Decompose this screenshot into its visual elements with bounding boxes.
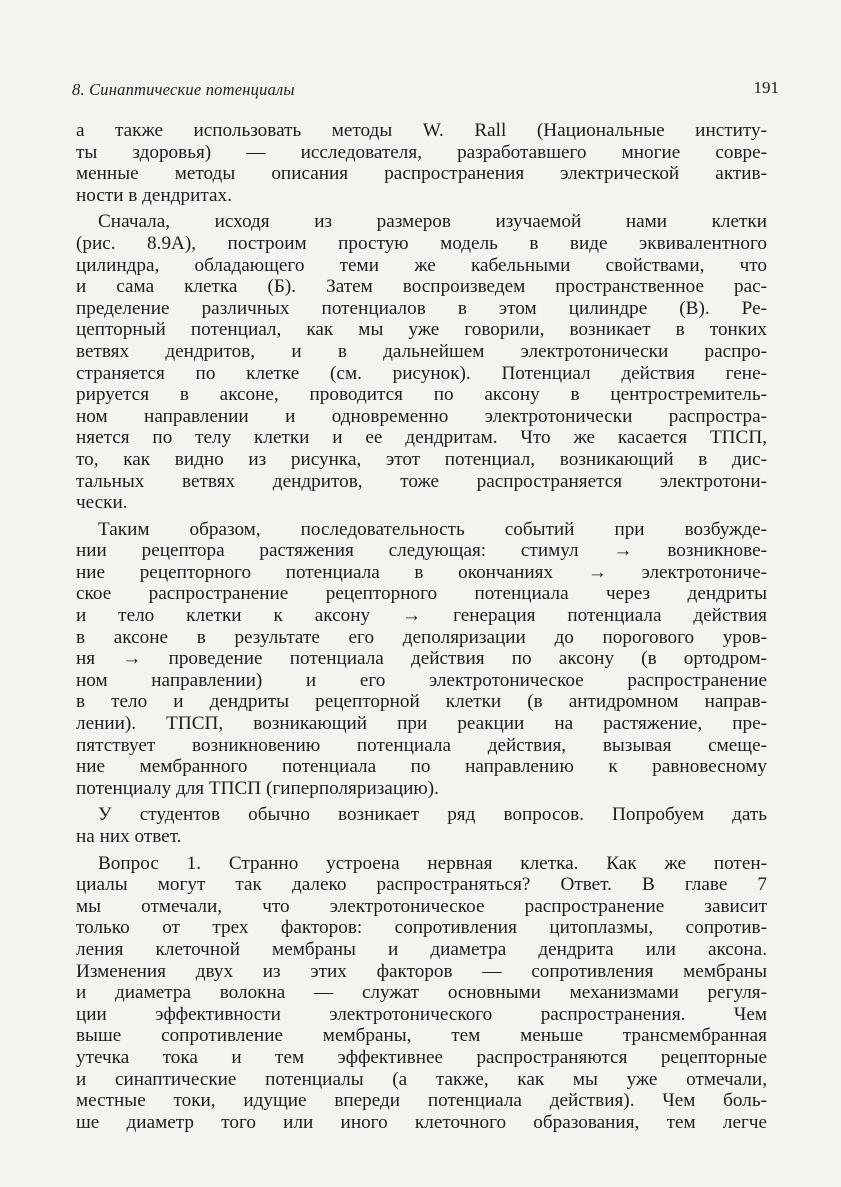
text-line: на них ответ. bbox=[76, 826, 182, 847]
text-line: только от трех факторов: сопротивления цитоплазмы, сопротив- bbox=[76, 917, 767, 939]
text-line: ности в дендритах. bbox=[76, 184, 232, 206]
text-line: в аксоне в результате его деполяризации до порогового уров- bbox=[76, 626, 767, 648]
text-line: рируется в аксоне, проводится по аксону в центростремитель- bbox=[76, 384, 767, 406]
page-header bbox=[72, 80, 779, 104]
text-line: и тело клетки к аксону → генерация потенциала действия bbox=[76, 605, 767, 627]
text-line: лении). ТПСП, возникающий при реакции на растяжение, пре- bbox=[76, 713, 767, 735]
text-line: (рис. 8.9А), построим простую модель в виде эквивалентного bbox=[76, 232, 767, 254]
text-line: ние мембранного потенциала по направлению к равновесному bbox=[76, 756, 767, 778]
text-line: ления клеточной мембраны и диаметра дендрита или аксона. bbox=[76, 938, 767, 960]
text-line: мы отмечали, что электротоническое распространение зависит bbox=[76, 895, 767, 917]
text-line: тальных ветвях дендритов, тоже распространяется электротони- bbox=[76, 470, 767, 492]
text-line: и сама клетка (Б). Затем воспроизведем пространственное рас- bbox=[76, 276, 767, 298]
text-line: ном направлении) и его электротоническое распространение bbox=[76, 669, 767, 691]
text-line: в тело и дендриты рецепторной клетки (в антидромном направ- bbox=[76, 691, 767, 713]
paragraph bbox=[76, 804, 767, 847]
page-number: 191 bbox=[753, 78, 779, 97]
paragraph bbox=[76, 853, 767, 1134]
text-line: ние рецепторного потенциала в окончаниях → электротониче- bbox=[76, 561, 767, 583]
text-line: страняется по клетке (см. рисунок). Потенциал действия гене- bbox=[76, 362, 767, 384]
text-line: Таким образом, последовательность событий при возбужде- bbox=[98, 518, 767, 540]
text-line: ции эффективности электротонического распространения. Чем bbox=[76, 1003, 767, 1025]
text-line: цепторный потенциал, как мы уже говорили, возникает в тонких bbox=[76, 319, 767, 341]
text-line: потенциалу для ТПСП (гиперполяризацию). bbox=[76, 777, 439, 799]
text-line: Вопрос 1. Странно устроена нервная клетка. Как же потен- bbox=[98, 852, 767, 874]
paragraph bbox=[76, 120, 767, 206]
text-line: ское распространение рецепторного потенциала через дендриты bbox=[76, 583, 767, 605]
text-line: утечка тока и тем эффективнее распространяются рецепторные bbox=[76, 1046, 767, 1068]
paragraph bbox=[76, 519, 767, 800]
body-text bbox=[76, 120, 767, 1138]
text-line: ном направлении и одновременно электротонически распростра- bbox=[76, 405, 767, 427]
text-line: и синаптические потенциалы (а также, как мы уже отмечали, bbox=[76, 1068, 767, 1090]
text-line: чески. bbox=[76, 492, 128, 514]
text-line: ты здоровья) — исследователя, разработавшего многие совре- bbox=[76, 141, 767, 163]
text-line: пятствует возникновению потенциала действия, вызывая смеще- bbox=[76, 734, 767, 756]
text-line: нии рецептора растяжения следующая: стимул → возникнове- bbox=[76, 540, 767, 562]
text-line: выше сопротивление мембраны, тем меньше трансмембранная bbox=[76, 1025, 767, 1047]
text-line: Изменения двух из этих факторов — сопротивления мембраны bbox=[76, 960, 767, 982]
text-line: и диаметра волокна — служат основными механизмами регуля- bbox=[76, 982, 767, 1004]
text-line: ня → проведение потенциала действия по аксону (в ортодром- bbox=[76, 648, 767, 670]
text-line: менные методы описания распространения электрической актив- bbox=[76, 163, 767, 185]
text-line: Сначала, исходя из размеров изучаемой нами клетки bbox=[98, 211, 767, 233]
text-line: местные токи, идущие впереди потенциала действия). Чем боль- bbox=[76, 1090, 767, 1112]
text-line: пределение различных потенциалов в этом цилиндре (В). Ре- bbox=[76, 297, 767, 319]
text-line: У студентов обычно возникает ряд вопросов. Попробуем дать bbox=[98, 804, 767, 826]
text-line: няется по телу клетки и ее дендритам. Что же касается ТПСП, bbox=[76, 427, 767, 449]
text-line: ветвях дендритов, и в дальнейшем электротонически распро- bbox=[76, 340, 767, 362]
text-line: а также использовать методы W. Rall (Национальные институ- bbox=[76, 120, 767, 141]
text-line: циалы могут так далеко распространяться? Ответ. В главе 7 bbox=[76, 874, 767, 896]
text-line: то, как видно из рисунка, этот потенциал, возникающий в дис- bbox=[76, 448, 767, 470]
paragraph bbox=[76, 211, 767, 513]
text-line: ше диаметр того или иного клеточного образования, тем легче bbox=[76, 1111, 767, 1133]
running-head: 8. Синаптические потенциалы bbox=[72, 80, 295, 99]
text-line: цилиндра, обладающего теми же кабельными свойствами, что bbox=[76, 254, 767, 276]
